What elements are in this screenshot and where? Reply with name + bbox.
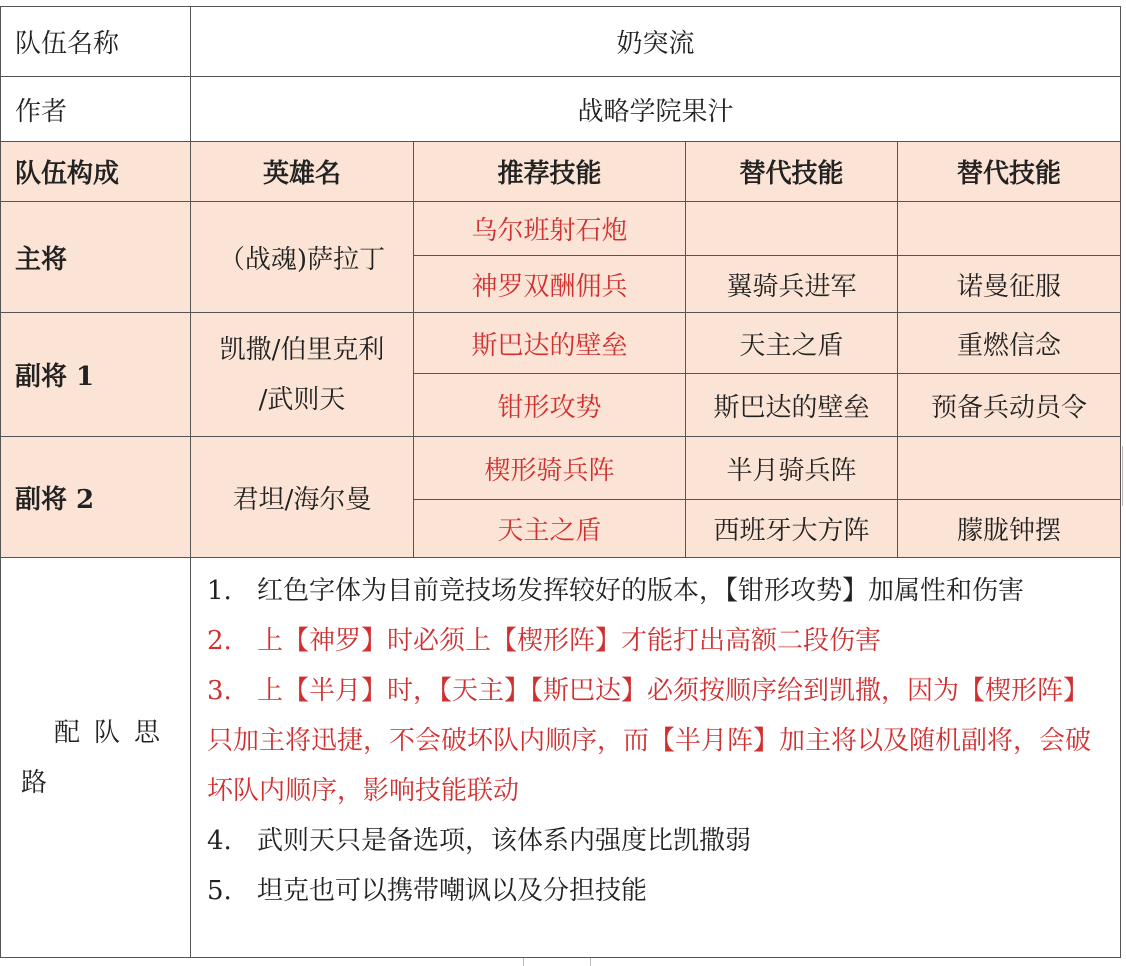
table-row <box>1 202 1121 256</box>
note-item <box>207 666 1104 816</box>
note-item <box>207 616 1104 666</box>
page-grid-mark <box>590 958 591 966</box>
team-name-label: 队伍名称 <box>1 7 191 77</box>
table-row <box>1 313 1121 374</box>
alt-skill-1: 天主之盾 <box>686 313 898 374</box>
recommended-skill: 钳形攻势 <box>414 374 686 437</box>
header-alt1: 替代技能 <box>686 142 898 202</box>
note-text: 坦克也可以携带嘲讽以及分担技能 <box>257 876 648 906</box>
alt-skill-1: 半月骑兵阵 <box>686 437 898 500</box>
alt-skill-2: 朦胧钟摆 <box>898 500 1121 558</box>
table-row <box>1 437 1121 500</box>
note-text: 武则天只是备选项，该体系内强度比凯撒弱 <box>257 826 752 856</box>
hero-main: （战魂)萨拉丁 <box>191 202 414 313</box>
role-main: 主将 <box>1 202 191 313</box>
note-text: 上【神罗】时必须上【楔形阵】才能打出高额二段伤害 <box>257 626 882 656</box>
note-number: 4. <box>207 826 232 856</box>
alt-skill-2: 重燃信念 <box>898 313 1121 374</box>
note-number: 1. <box>207 576 232 606</box>
note-number: 5. <box>207 876 232 906</box>
hero-vice-2: 君坦/海尔曼 <box>191 437 414 558</box>
alt-skill-1: 翼骑兵进军 <box>686 256 898 313</box>
role-vice-2: 副将 2 <box>1 437 191 558</box>
recommended-skill: 天主之盾 <box>414 500 686 558</box>
recommended-skill: 乌尔班射石炮 <box>414 202 686 256</box>
page-grid-mark <box>1122 446 1123 506</box>
note-number: 2. <box>207 626 232 656</box>
note-text: 红色字体为目前竞技场发挥较好的版本，【钳形攻势】加属性和伤害 <box>257 576 1025 606</box>
note-item <box>207 866 1104 916</box>
note-item <box>207 816 1104 866</box>
page-grid-mark <box>523 958 524 966</box>
alt-skill-1 <box>686 202 898 256</box>
hero-vice-1 <box>191 313 414 437</box>
rationale-row <box>1 558 1121 958</box>
alt-skill-1: 西班牙大方阵 <box>686 500 898 558</box>
alt-skill-1: 斯巴达的壁垒 <box>686 374 898 437</box>
hero-line: /武则天 <box>258 384 346 415</box>
rationale-label <box>1 558 191 958</box>
hero-line: 凯撒/伯里克利 <box>219 334 385 365</box>
header-alt2: 替代技能 <box>898 142 1121 202</box>
alt-skill-2: 预备兵动员令 <box>898 374 1121 437</box>
header-composition: 队伍构成 <box>1 142 191 202</box>
rationale-notes <box>191 558 1121 958</box>
recommended-skill: 神罗双酬佣兵 <box>414 256 686 313</box>
alt-skill-2: 诺曼征服 <box>898 256 1121 313</box>
author-label: 作者 <box>1 77 191 142</box>
team-name-value: 奶突流 <box>191 7 1121 77</box>
header-row <box>1 142 1121 202</box>
alt-skill-2 <box>898 437 1121 500</box>
author-row <box>1 77 1121 142</box>
recommended-skill: 斯巴达的壁垒 <box>414 313 686 374</box>
rationale-label-line1: 配队思 <box>53 717 174 748</box>
note-text: 上【半月】时，【天主】【斯巴达】必须按顺序给到凯撒，因为【楔形阵】只加主将迅捷，不会破坏队内顺序，而【半月阵】加主将以及随机副将，会破坏队内顺序，影响技能联动 <box>207 676 1092 806</box>
recommended-skill: 楔形骑兵阵 <box>414 437 686 500</box>
alt-skill-2 <box>898 202 1121 256</box>
note-number: 3. <box>207 676 232 706</box>
team-name-row <box>1 7 1121 77</box>
rationale-label-line2: 路 <box>21 767 48 798</box>
role-vice-1: 副将 1 <box>1 313 191 437</box>
team-lineup-table <box>0 6 1121 958</box>
header-recommended: 推荐技能 <box>414 142 686 202</box>
author-value: 战略学院果汁 <box>191 77 1121 142</box>
note-item <box>207 566 1104 616</box>
header-hero: 英雄名 <box>191 142 414 202</box>
